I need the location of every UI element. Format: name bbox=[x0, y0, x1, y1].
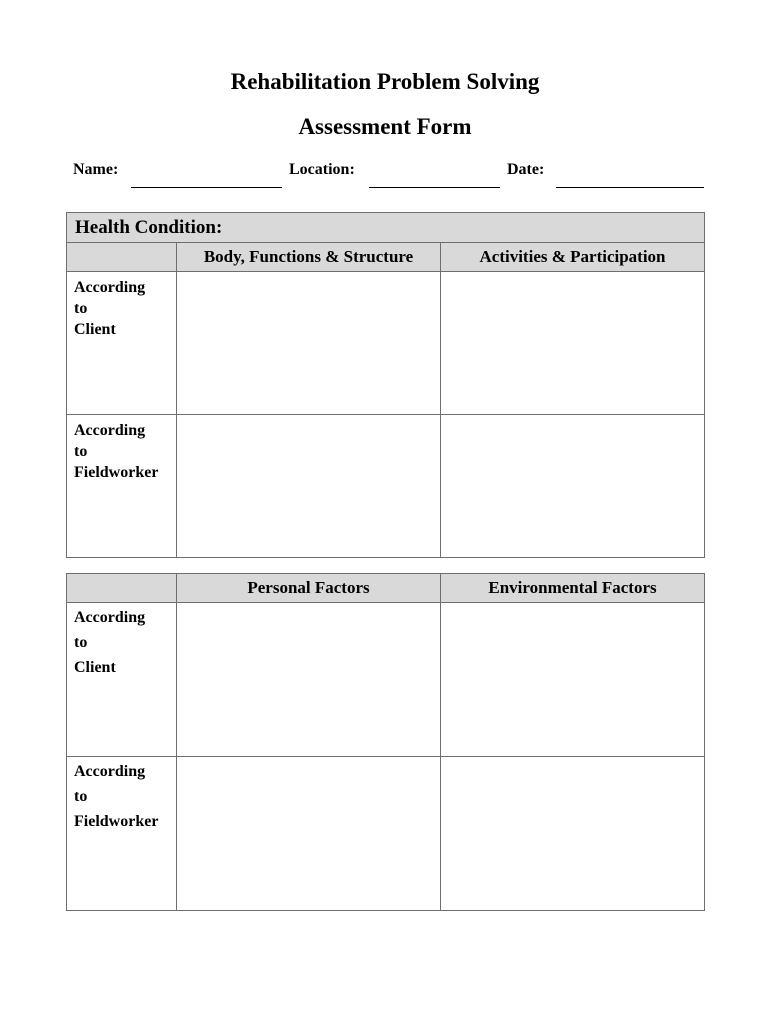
table-row bbox=[67, 757, 705, 911]
blank-header-cell bbox=[67, 574, 177, 603]
table-row bbox=[67, 415, 705, 558]
col-header-body-functions: Body, Functions & Structure bbox=[177, 243, 441, 272]
health-condition-label: Health Condition: bbox=[75, 217, 223, 238]
contextual-factors-table bbox=[66, 573, 705, 911]
health-condition-header[interactable] bbox=[67, 213, 705, 243]
row-label-according-to-fieldworker: According to Fieldworker bbox=[67, 757, 177, 911]
row-label-according-to-client: According to Client bbox=[67, 603, 177, 757]
fieldworker-activities-input[interactable] bbox=[441, 415, 705, 558]
name-label: Name: bbox=[73, 161, 119, 178]
location-field[interactable] bbox=[369, 187, 500, 188]
row-label-according-to-fieldworker: According to Fieldworker bbox=[67, 415, 177, 558]
health-condition-table bbox=[66, 212, 705, 558]
date-field[interactable] bbox=[556, 187, 704, 188]
table-row bbox=[67, 272, 705, 415]
client-personal-factors-input[interactable] bbox=[177, 603, 441, 757]
col-header-environmental-factors: Environmental Factors bbox=[441, 574, 705, 603]
client-environmental-factors-input[interactable] bbox=[441, 603, 705, 757]
name-field[interactable] bbox=[131, 187, 282, 188]
col-header-personal-factors: Personal Factors bbox=[177, 574, 441, 603]
blank-header-cell bbox=[67, 243, 177, 272]
form-subtitle: Assessment Form bbox=[298, 114, 472, 139]
fieldworker-environmental-factors-input[interactable] bbox=[441, 757, 705, 911]
location-label: Location: bbox=[289, 161, 355, 178]
row-label-according-to-client: According to Client bbox=[67, 272, 177, 415]
form-title: Rehabilitation Problem Solving bbox=[230, 69, 540, 94]
col-header-activities: Activities & Participation bbox=[441, 243, 705, 272]
fieldworker-personal-factors-input[interactable] bbox=[177, 757, 441, 911]
table-row bbox=[67, 603, 705, 757]
client-activities-input[interactable] bbox=[441, 272, 705, 415]
date-label: Date: bbox=[507, 161, 545, 178]
client-body-functions-input[interactable] bbox=[177, 272, 441, 415]
fieldworker-body-functions-input[interactable] bbox=[177, 415, 441, 558]
